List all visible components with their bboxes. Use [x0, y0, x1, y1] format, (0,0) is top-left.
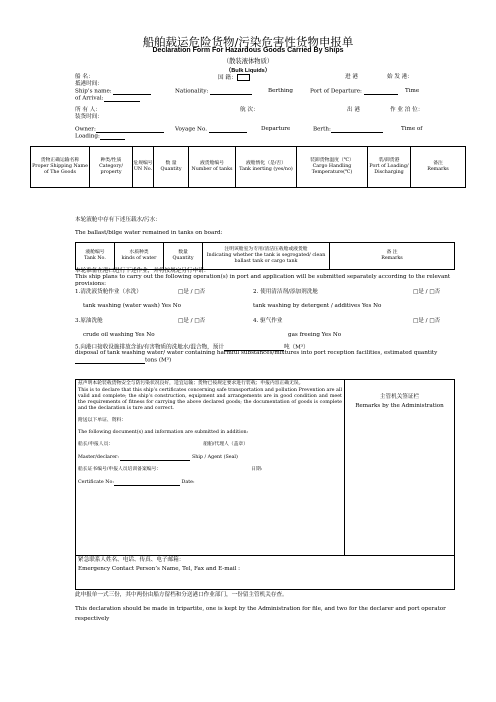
of-arrival-en: of Arrival:	[75, 95, 140, 102]
master-field[interactable]	[120, 454, 190, 461]
nationality-en: Nationality:	[175, 88, 252, 95]
port-departure-field[interactable]	[364, 88, 398, 95]
ballast-table-header	[76, 243, 455, 270]
declaration-text-cn: 兹声明本轮装载货物安全与防污染状况良好，适宜运输；货物已按规定要求进行装载；申报内容正确无误。	[78, 381, 304, 386]
col-quantity: 数 量 Quantity	[154, 147, 189, 188]
departure-cn: 出 港	[347, 107, 360, 113]
op1-en: tank washing (water wash) Yes No	[83, 303, 181, 309]
port-depart-cn: 始 发 港：	[387, 74, 413, 80]
owner-field[interactable]	[96, 126, 164, 133]
cert-field[interactable]	[114, 479, 180, 486]
arrival-cn: 进 港	[345, 74, 358, 80]
footer-cn: 此申报单一式三份，其中两份由船方留档和分送港口作业部门，一份留主管机关存查。	[75, 592, 288, 598]
voyage-cn: 航 次：	[240, 107, 259, 113]
arrival-time-cn: 抵港时间：	[75, 81, 103, 87]
admin-remarks-en: Remarks by the Administration	[355, 403, 444, 409]
emergency-cell	[76, 556, 455, 590]
ballast-label-en: The ballast/bilge water remained in tanks on board:	[75, 230, 223, 236]
voyage-field[interactable]	[209, 126, 247, 133]
op5-en: disposal of tank washing water/ water containing harmful substances/mixtures into port reception facilities, estimated quantity tons (M³)	[75, 350, 438, 363]
col-tanks: 液货舱编号 Number of tanks	[189, 147, 236, 188]
ballast-table	[75, 242, 455, 270]
declaration-text-en: This is to declare that this ship’s certificates concerning safe transportation and pollution Prevention are all valid and complete; the ship’s construction, equipment and arrangements are in good condition and meet the requirements of fitness for carrying the above declared goods; the documentation of goods is complete and the declaration is ture and correct.	[78, 388, 342, 411]
loading-en: Loading:	[75, 133, 125, 140]
cargo-table-header	[31, 147, 466, 188]
col-inerting: 液舱惰化（是/否） Tank inerting (yes/no)	[236, 147, 297, 188]
ballast-label-cn: 本轮液舱中存有下述压载水/污水：	[75, 217, 161, 223]
op1-cn: 1.清洗液货舱作业（水洗）	[75, 289, 142, 295]
owner-cn: 所 有 人：	[75, 107, 101, 113]
time-en: Time	[405, 88, 420, 94]
op3-options[interactable]: □是 / □否	[178, 318, 206, 324]
port-departure-en: Port of Departure:	[310, 88, 398, 95]
op4-options[interactable]: □是 / □否	[413, 318, 441, 324]
op3-en: crude oil washing Yes No	[83, 332, 155, 338]
departure-en: Departure	[261, 126, 291, 132]
berth-en: Berth:	[313, 126, 383, 133]
cert-line-cn: 船长证书编号/申报人员培训备案编号： 日期:	[78, 467, 263, 472]
emergency-cn: 紧急联系人姓名、电话、传真、电子邮箱：	[78, 557, 185, 564]
master-line-cn: 船长/申报人员： 船舶/代理人（盖章）	[78, 442, 248, 447]
col-kinds-water: 水质种类 kinds of water	[115, 243, 164, 270]
op2-en: tank washing by detergent / additives Yes No	[253, 303, 382, 309]
op1-options[interactable]: □是 / □否	[178, 289, 206, 295]
arrival-field[interactable]	[104, 95, 140, 102]
voyage-en: Voyage No.	[175, 126, 247, 133]
admin-remarks-cell	[345, 380, 455, 556]
col-un-no: 危规编号 UN No.	[133, 147, 154, 188]
footer-en: This declaration should be made in tripartite, one is kept by the Administration for file, and two for the declarer and port operator respectively	[75, 606, 446, 622]
emergency-en: Emergency Contact Person’s Name, Tel, Fax and E-mail :	[78, 566, 241, 573]
ops-intro-cn: 本轮准备在港口进行下述作业，并将按规定另行申请：	[75, 268, 210, 274]
time-of-en: Time of	[401, 126, 423, 132]
op4-en: gas freeing Yes No	[288, 332, 342, 338]
op5-en-field[interactable]	[75, 357, 145, 364]
col-ballast-quantity: 数量 Quantity	[164, 243, 203, 270]
loading-field[interactable]	[100, 133, 125, 140]
title-en: Declaration Form For Hazardous Goods Carried By Ships	[152, 47, 344, 54]
cert-line-en: Certificate No: Date:	[78, 480, 195, 485]
op5-cn: 5.向港口接收设施排放含油/有害物质的洗舱水/混合物，预计 吨（M³）	[75, 344, 309, 351]
berth-cn: 作 业 泊 位：	[390, 107, 424, 113]
berth-field[interactable]	[331, 126, 383, 133]
declaration-cell	[76, 380, 345, 556]
cargo-table	[30, 146, 466, 188]
ops-intro-en: This ship plans to carry out the following operation(s) in port and application will be submitted separately according to the relevant provisions:	[75, 274, 451, 287]
col-temperature: 装卸货物温度（℃） Cargo Handling Temperature(℃)	[297, 147, 368, 188]
title-cn: 船舶载运危险货物/污染危害性货物申报单	[142, 35, 354, 49]
admin-remarks-cn: 主管机关签证栏	[379, 394, 420, 400]
col-port: 装/卸货港 Port of Loading/ Discharging	[368, 147, 411, 188]
owner-en: Owner:	[75, 126, 164, 133]
berthing-en: Berthing	[268, 88, 293, 94]
loading-time-cn: 装货时间：	[75, 114, 103, 120]
master-line-en: Master/declarer: Ship / Agent (Seal)	[78, 455, 238, 460]
col-proper-name: 货物正确运输名称 Proper Shipping Name of The Goods	[31, 147, 90, 188]
ship-name-field[interactable]	[113, 88, 151, 95]
attach-en: The following document(s) and information are submitted in addition:	[78, 430, 249, 435]
subtitle-en: （Bulk Liquids）	[225, 68, 271, 74]
col-remarks: 备注 Remarks	[411, 147, 466, 188]
op2-cn: 2. 使用清洁剂/添加剂洗舱	[253, 289, 318, 295]
ship-name-en: Ship’s name:	[75, 88, 151, 95]
col-tank-no: 液舱编号 Tank No.	[76, 243, 115, 270]
declaration-table	[75, 379, 455, 590]
op4-cn: 4. 驱气作业	[253, 318, 283, 324]
ship-name-cn: 船 名：	[75, 74, 94, 80]
subtitle-cn: （散装液体物质）	[222, 58, 274, 65]
attach-cn: 附送以下单证、资料：	[78, 418, 126, 423]
nationality-en-field[interactable]	[210, 88, 252, 95]
col-category: 种类/性质 Category/ property	[90, 147, 133, 188]
col-ballast-remarks: 备 注 Remarks	[330, 243, 455, 270]
nationality-cn: 国 籍：	[218, 74, 250, 82]
col-tank-type: 注明该舱室为专用/清洁压载舱或液货舱 Indicating whether the tank is segrogated/ clean ballast tank or cargo tank	[203, 243, 330, 270]
op2-options[interactable]: □是 / □否	[413, 289, 441, 295]
op3-cn: 3.原油洗舱	[75, 318, 103, 324]
nationality-field[interactable]	[237, 74, 250, 81]
